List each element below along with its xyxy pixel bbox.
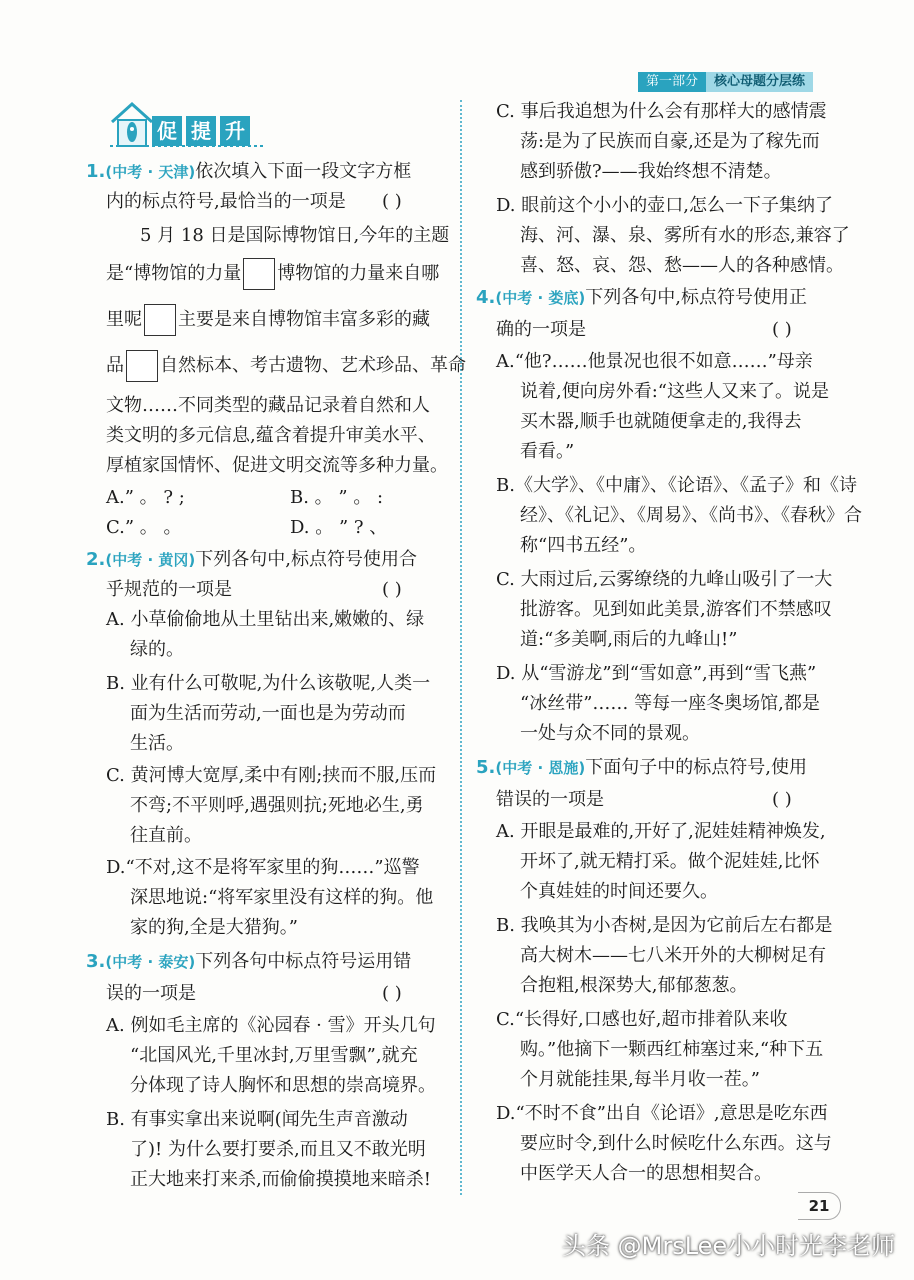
option-b-cont: 合抱粗,根深势大,郁郁葱葱。	[520, 975, 748, 996]
option-c-cont: 不弯;不平则呼,遇强则抗;死地必生,勇	[130, 795, 424, 816]
passage-text: 里呢	[106, 309, 142, 330]
question-4-stem	[476, 286, 807, 310]
option-a[interactable]: A.“他?……他景况也很不如意……”母亲	[496, 351, 813, 372]
option-d[interactable]: D. 眼前这个小小的壶口,怎么一下子集纳了	[496, 195, 833, 216]
fill-box[interactable]	[243, 258, 275, 290]
option-d-cont: 一处与众不同的景观。	[520, 723, 700, 744]
option-b[interactable]: B. 有事实拿出来说啊(闻先生声音激动	[106, 1109, 408, 1130]
passage-text: 品	[106, 355, 124, 376]
passage-text: 是“博物馆的力量	[106, 263, 242, 284]
option-c-cont: 道:“多美啊,雨后的九峰山!”	[520, 629, 738, 650]
passage-line	[106, 258, 439, 290]
option-a-cont: 看看。”	[520, 441, 575, 462]
option-d-cont: 海、河、瀑、泉、雾所有水的形态,兼容了	[520, 225, 850, 246]
title-char: 提	[186, 116, 216, 146]
question-text: 误的一项是	[106, 983, 196, 1004]
column-divider	[460, 100, 462, 1195]
option-b-cont: 称“四书五经”。	[520, 535, 647, 556]
answer-paren: ( )	[382, 579, 402, 600]
option-d[interactable]: D.“不对,这不是将军家里的狗……”巡警	[106, 857, 420, 878]
passage-line	[106, 304, 430, 336]
fill-box[interactable]	[126, 350, 158, 382]
option-c-cont: 荡:是为了民族而自豪,还是为了稼先而	[520, 131, 820, 152]
option-d[interactable]: D.“不时不食”出自《论语》,意思是吃东西	[496, 1103, 828, 1124]
option-c-cont: 批游客。见到如此美景,游客们不禁感叹	[520, 599, 832, 620]
passage-line: 类文明的多元信息,蕴含着提升审美水平、	[106, 425, 436, 446]
option-c[interactable]: C.” 。 。	[106, 517, 182, 538]
question-5-stem	[476, 756, 807, 780]
option-c[interactable]: C. 事后我追想为什么会有那样大的感情震	[496, 101, 827, 122]
option-c-cont: 购。”他摘下一颗西红柿塞过来,“种下五	[520, 1039, 824, 1060]
option-a[interactable]: A.” 。 ? ;	[106, 487, 185, 508]
option-c-cont: 感到骄傲?——我始终想不清楚。	[520, 161, 782, 182]
question-number: 4.	[476, 287, 496, 308]
option-c[interactable]: C. 黄河博大宽厚,柔中有刚;挟而不服,压而	[106, 765, 437, 786]
option-a-cont: 说着,便向房外看:“这些人又来了。说是	[520, 381, 829, 402]
option-b-cont: 生活。	[130, 733, 184, 754]
option-a-cont: 绿的。	[130, 639, 184, 660]
question-text: 错误的一项是	[496, 789, 604, 810]
option-a-cont: 个真娃娃的时间还要久。	[520, 881, 718, 902]
question-number: 3.	[86, 951, 106, 972]
question-text: 内的标点符号,最恰当的一项是	[106, 191, 346, 212]
option-d-cont: 深思地说:“将军家里没有这样的狗。他	[130, 887, 434, 908]
question-source: (中考 · 天津)	[105, 163, 196, 181]
option-c[interactable]: C. 大雨过后,云雾缭绕的九峰山吸引了一大	[496, 569, 833, 590]
option-b-cont: 正大地来打来杀,而偷偷摸摸地来暗杀!	[130, 1169, 431, 1190]
question-text: 确的一项是	[496, 319, 586, 340]
option-d[interactable]: D. 。 ” ? 、	[290, 517, 388, 538]
part-label: 第一部分	[638, 72, 706, 92]
question-text: 下面句子中的标点符号,使用	[585, 757, 807, 778]
question-number: 5.	[476, 757, 496, 778]
watermark: 头条 @MrsLee小小时光李老师	[562, 1232, 896, 1260]
question-text: 乎规范的一项是	[106, 579, 232, 600]
page-number: 21	[798, 1192, 841, 1220]
option-a[interactable]: A. 例如毛主席的《沁园春 · 雪》开头几句	[106, 1015, 436, 1036]
question-text: 下列各句中标点符号运用错	[195, 951, 412, 972]
question-2-stem	[86, 548, 417, 572]
passage-text: 博物馆的力量来自哪	[277, 263, 440, 284]
option-b[interactable]: B. 业有什么可敬呢,为什么该敬呢,人类一	[106, 673, 431, 694]
question-text: 下列各句中,标点符号使用正	[585, 287, 807, 308]
section-label: 核心母题分层练	[706, 72, 813, 92]
option-d-cont: 要应时令,到什么时候吃什么东西。这与	[520, 1133, 832, 1154]
question-text: 依次填入下面一段文字方框	[195, 161, 412, 182]
passage-text: 自然标本、考古遗物、艺术珍品、革命	[160, 355, 466, 376]
option-d-cont: 喜、怒、哀、怨、愁——人的各种感情。	[520, 255, 844, 276]
question-number: 2.	[86, 549, 106, 570]
option-a-cont: 开坏了,就无精打采。做个泥娃娃,比怀	[520, 851, 820, 872]
section-header	[638, 72, 813, 92]
option-b-cont: 了)! 为什么要打要杀,而且又不敢光明	[130, 1139, 426, 1160]
section-title	[152, 116, 250, 146]
option-d-cont: 中医学天人合一的思想相契合。	[520, 1163, 772, 1184]
question-source: (中考 · 娄底)	[495, 289, 586, 307]
option-d-cont: “冰丝带”…… 等每一座冬奥场馆,都是	[520, 693, 820, 714]
option-c[interactable]: C.“长得好,口感也好,超市排着队来收	[496, 1009, 788, 1030]
question-number: 1.	[86, 161, 106, 182]
option-d-cont: 家的狗,全是大猎狗。”	[130, 917, 298, 938]
option-a[interactable]: A. 小草偷偷地从土里钻出来,嫩嫩的、绿	[106, 609, 425, 630]
question-source: (中考 · 泰安)	[105, 953, 196, 971]
option-b[interactable]: B.《大学》、《中庸》、《论语》、《孟子》和《诗	[496, 475, 857, 496]
option-d[interactable]: D. 从“雪游龙”到“雪如意”,再到“雪飞燕”	[496, 663, 817, 684]
option-b-cont: 经》、《礼记》、《周易》、《尚书》、《春秋》合	[520, 505, 862, 526]
fill-box[interactable]	[144, 304, 176, 336]
question-source: (中考 · 黄冈)	[105, 551, 196, 569]
option-a-cont: 分体现了诗人胸怀和思想的崇高境界。	[130, 1075, 436, 1096]
answer-paren: ( )	[382, 983, 402, 1004]
passage-line: 文物……不同类型的藏品记录着自然和人	[106, 395, 430, 416]
option-b-cont: 高大树木——七八米开外的大柳树足有	[520, 945, 826, 966]
question-1-stem	[86, 160, 411, 184]
title-char: 升	[220, 116, 250, 146]
option-a-cont: “北国风光,千里冰封,万里雪飘”,就充	[130, 1045, 418, 1066]
passage-line: 5 月 18 日是国际博物馆日,今年的主题	[140, 225, 450, 246]
question-source: (中考 · 恩施)	[495, 759, 586, 777]
answer-paren: ( )	[772, 789, 792, 810]
option-a-cont: 买木器,顺手也就随便拿走的,我得去	[520, 411, 802, 432]
passage-text: 主要是来自博物馆丰富多彩的藏	[178, 309, 430, 330]
option-a[interactable]: A. 开眼是最难的,开好了,泥娃娃精神焕发,	[496, 821, 826, 842]
answer-paren: ( )	[382, 191, 402, 212]
question-3-stem	[86, 950, 411, 974]
option-c-cont: 个月就能挂果,每半月收一茬。”	[520, 1069, 760, 1090]
option-b[interactable]: B. 。 ” 。 :	[290, 487, 384, 508]
passage-line: 厚植家国情怀、促进文明交流等多种力量。	[106, 455, 448, 476]
answer-paren: ( )	[772, 319, 792, 340]
option-b[interactable]: B. 我唤其为小杏树,是因为它前后左右都是	[496, 915, 833, 936]
option-c-cont: 往直前。	[130, 825, 202, 846]
question-text: 下列各句中,标点符号使用合	[195, 549, 417, 570]
passage-line	[106, 350, 466, 382]
option-b-cont: 面为生活而劳动,一面也是为劳动而	[130, 703, 406, 724]
title-char: 促	[152, 116, 182, 146]
